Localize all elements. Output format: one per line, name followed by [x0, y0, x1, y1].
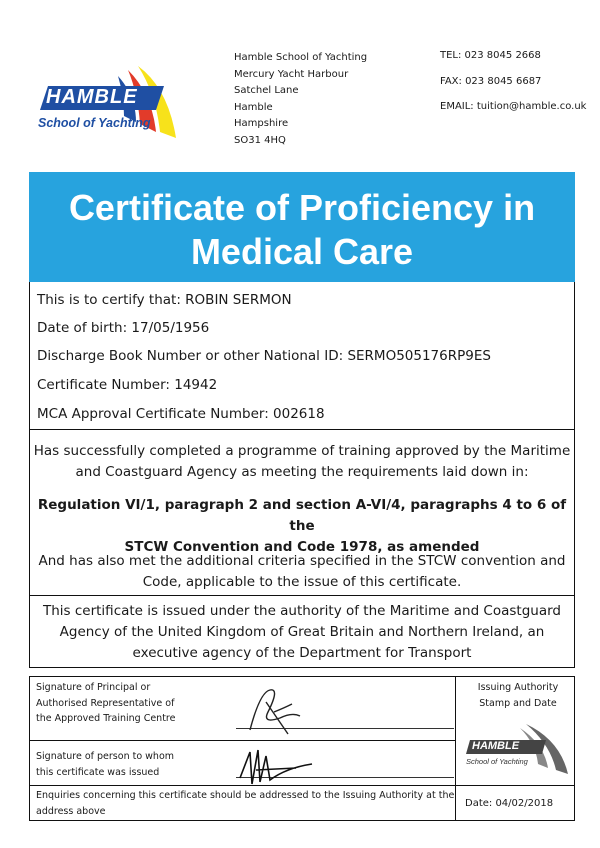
mca-approval-number: MCA Approval Certificate Number: 002618: [37, 406, 325, 422]
fax: FAX: 023 8045 6687: [440, 76, 542, 87]
principal-signature-label: [36, 680, 175, 727]
issuing-authority-label: [462, 680, 574, 711]
issuing-label-line: Stamp and Date: [479, 697, 557, 709]
enquiries-line: Enquiries concerning this certificate should be addressed to the Issuing Authority at the: [36, 790, 455, 801]
signature-table-column-divider: [455, 676, 456, 821]
stamp-subtitle: School of Yachting: [466, 757, 528, 766]
enquiries-note: [36, 788, 454, 819]
date-of-birth: Date of birth: 17/05/1956: [37, 320, 210, 336]
address-line: Satchel Lane: [234, 85, 299, 96]
additional-criteria-statement: [29, 551, 575, 593]
person-label-line: this certificate was issued: [36, 766, 160, 778]
address-line: Hampshire: [234, 118, 289, 129]
address-line: Hamble: [234, 101, 273, 113]
stamp-brand: HAMBLE: [472, 740, 520, 752]
signature-row-divider: [29, 740, 455, 741]
certificate-title-line2: Medical Care: [190, 231, 414, 272]
completed-line: and Coastguard Agency as meeting the requirements laid down in:: [75, 464, 529, 480]
signature-table-top-border: [29, 676, 575, 677]
address-line: Hamble School of Yachting: [234, 52, 368, 63]
certificate-title-line1: Certificate of Proficiency in: [68, 187, 536, 228]
email: EMAIL: tuition@hamble.co.uk: [440, 101, 587, 112]
hamble-stamp: [464, 722, 574, 778]
authority-line: executive agency of the Department for Transport: [132, 645, 472, 661]
authority-line: This certificate is issued under the authority of the Maritime and Coastguard: [42, 603, 561, 619]
issue-date: Date: 04/02/2018: [465, 798, 554, 809]
regulation-line: STCW Convention and Code 1978, as amended: [124, 539, 480, 555]
certificate-number: Certificate Number: 14942: [37, 377, 218, 393]
enquiries-line: address above: [36, 805, 106, 817]
authority-statement: [29, 601, 575, 664]
logo-brand: HAMBLE: [46, 86, 138, 108]
completed-line: Has successfully completed a programme of training approved by the Maritime: [33, 443, 571, 459]
telephone: TEL: 023 8045 2668: [440, 50, 541, 61]
certificate-title-banner: [29, 172, 575, 282]
regulation-statement: [29, 495, 575, 558]
principal-label-line: the Approved Training Centre: [36, 713, 176, 724]
principal-label-line: Authorised Representative of: [36, 697, 175, 709]
logo-subtitle: School of Yachting: [38, 116, 151, 130]
completed-statement: [29, 441, 575, 483]
signature-table-right-border: [574, 676, 575, 821]
principal-signature: [240, 682, 310, 740]
additional-line: Code, applicable to the issue of this certificate.: [142, 574, 462, 590]
authority-line: Agency of the United Kingdom of Great Britain and Northern Ireland, an: [59, 624, 545, 640]
issuing-label-line: Issuing Authority: [477, 682, 559, 693]
discharge-book-number: Discharge Book Number or other National ID: SERMO505176RP9ES: [37, 348, 491, 364]
regulation-line: Regulation VI/1, paragraph 2 and section A-VI/4, paragraphs 4 to 6 of the: [37, 497, 567, 534]
person-label-line: Signature of person to whom: [36, 751, 175, 762]
certify-name: This is to certify that: ROBIN SERMON: [37, 292, 292, 308]
person-signature-label: [36, 749, 174, 780]
person-signature: [236, 744, 316, 788]
school-address: [234, 50, 367, 149]
additional-line: And has also met the additional criteria specified in the STCW convention and: [38, 553, 566, 569]
principal-label-line: Signature of Principal or: [36, 682, 151, 693]
address-line: SO31 4HQ: [234, 134, 286, 146]
hamble-logo: [36, 66, 206, 144]
signature-table-bottom-border: [29, 820, 575, 821]
signature-table-left-border: [29, 676, 30, 821]
address-line: Mercury Yacht Harbour: [234, 68, 349, 80]
